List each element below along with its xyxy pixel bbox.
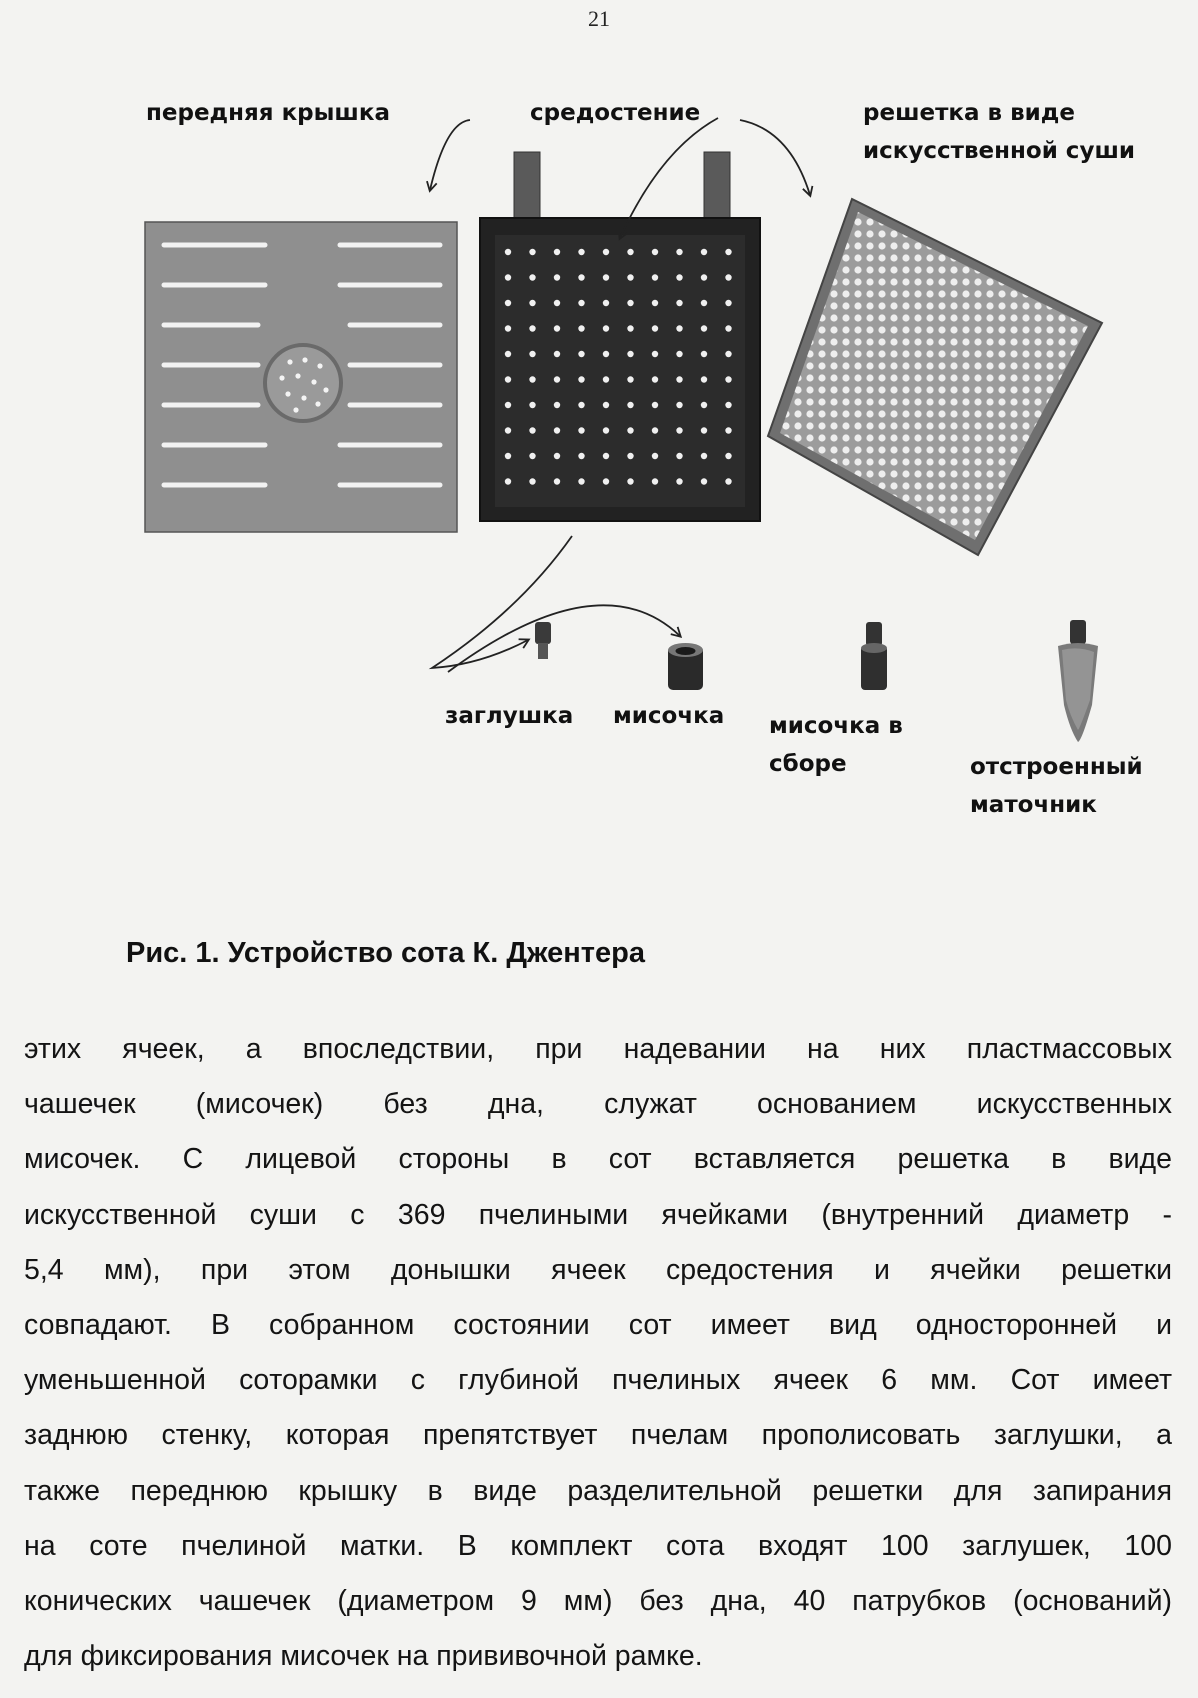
body-line: чашечек (мисочек) без дна, служат основанием искусственных [24,1088,1172,1121]
front-cover-image [145,222,457,532]
arrow-front-cover [430,120,470,190]
body-line: мисочек. С лицевой стороны в сот вставляется решетка в виде [24,1143,1172,1176]
septum-image [480,152,760,521]
body-line: также переднюю крышку в виде разделительной решетки для запирания [24,1474,1172,1507]
arrow-to-plug [432,536,572,668]
figure-caption: Рис. 1. Устройство сота К. Джентера [126,937,645,969]
queen-cell-image [1058,620,1098,742]
body-line-last: для фиксирования мисочек на прививочной рамке. [24,1640,703,1673]
arrow-grid [740,120,810,195]
plug-image [535,622,551,659]
label-front-cover: передняя крышка [146,100,390,126]
cup-assembled-image [861,622,887,690]
label-queen-cell-line2: маточник [970,792,1097,818]
label-grid-line1: решетка в виде [863,100,1075,126]
cup-image [668,643,703,690]
body-line: 5,4 мм), при этом донышки ячеек средостения и ячейки решетки [24,1253,1172,1286]
page-number: 21 [588,6,610,31]
arrow-to-cup [448,605,680,672]
label-grid-line2: искусственной суши [863,138,1135,164]
label-cup-assembled-line1: мисочка в [769,713,903,739]
body-line: на соте пчелиной матки. В комплект сота входят 100 заглушек, 100 [24,1529,1172,1562]
body-line: совпадают. В собранном состоянии сот имеет вид односторонней и [24,1308,1172,1341]
body-paragraph [24,1022,1172,1684]
comb-grid-image [768,199,1102,555]
label-plug: заглушка [445,703,574,729]
body-line: этих ячеек, а впоследствии, при надевании на них пластмассовых [24,1033,1172,1065]
body-line: конических чашечек (диаметром 9 мм) без дна, 40 патрубков (оснований) [24,1584,1172,1617]
label-septum: средостение [530,100,701,126]
body-line: искусственной суши с 369 пчелиными ячейками (внутренний диаметр - [24,1198,1172,1231]
label-queen-cell-line1: отстроенный [970,754,1143,780]
body-line: уменьшенной сoторамки с глубиной пчелиных ячеек 6 мм. Сот имеет [24,1364,1172,1397]
label-cup-assembled-line2: сборе [769,751,847,777]
body-line: заднюю стенку, которая препятствует пчелам прополисовать заглушки, а [24,1419,1172,1452]
label-cup: мисочка [613,703,725,729]
